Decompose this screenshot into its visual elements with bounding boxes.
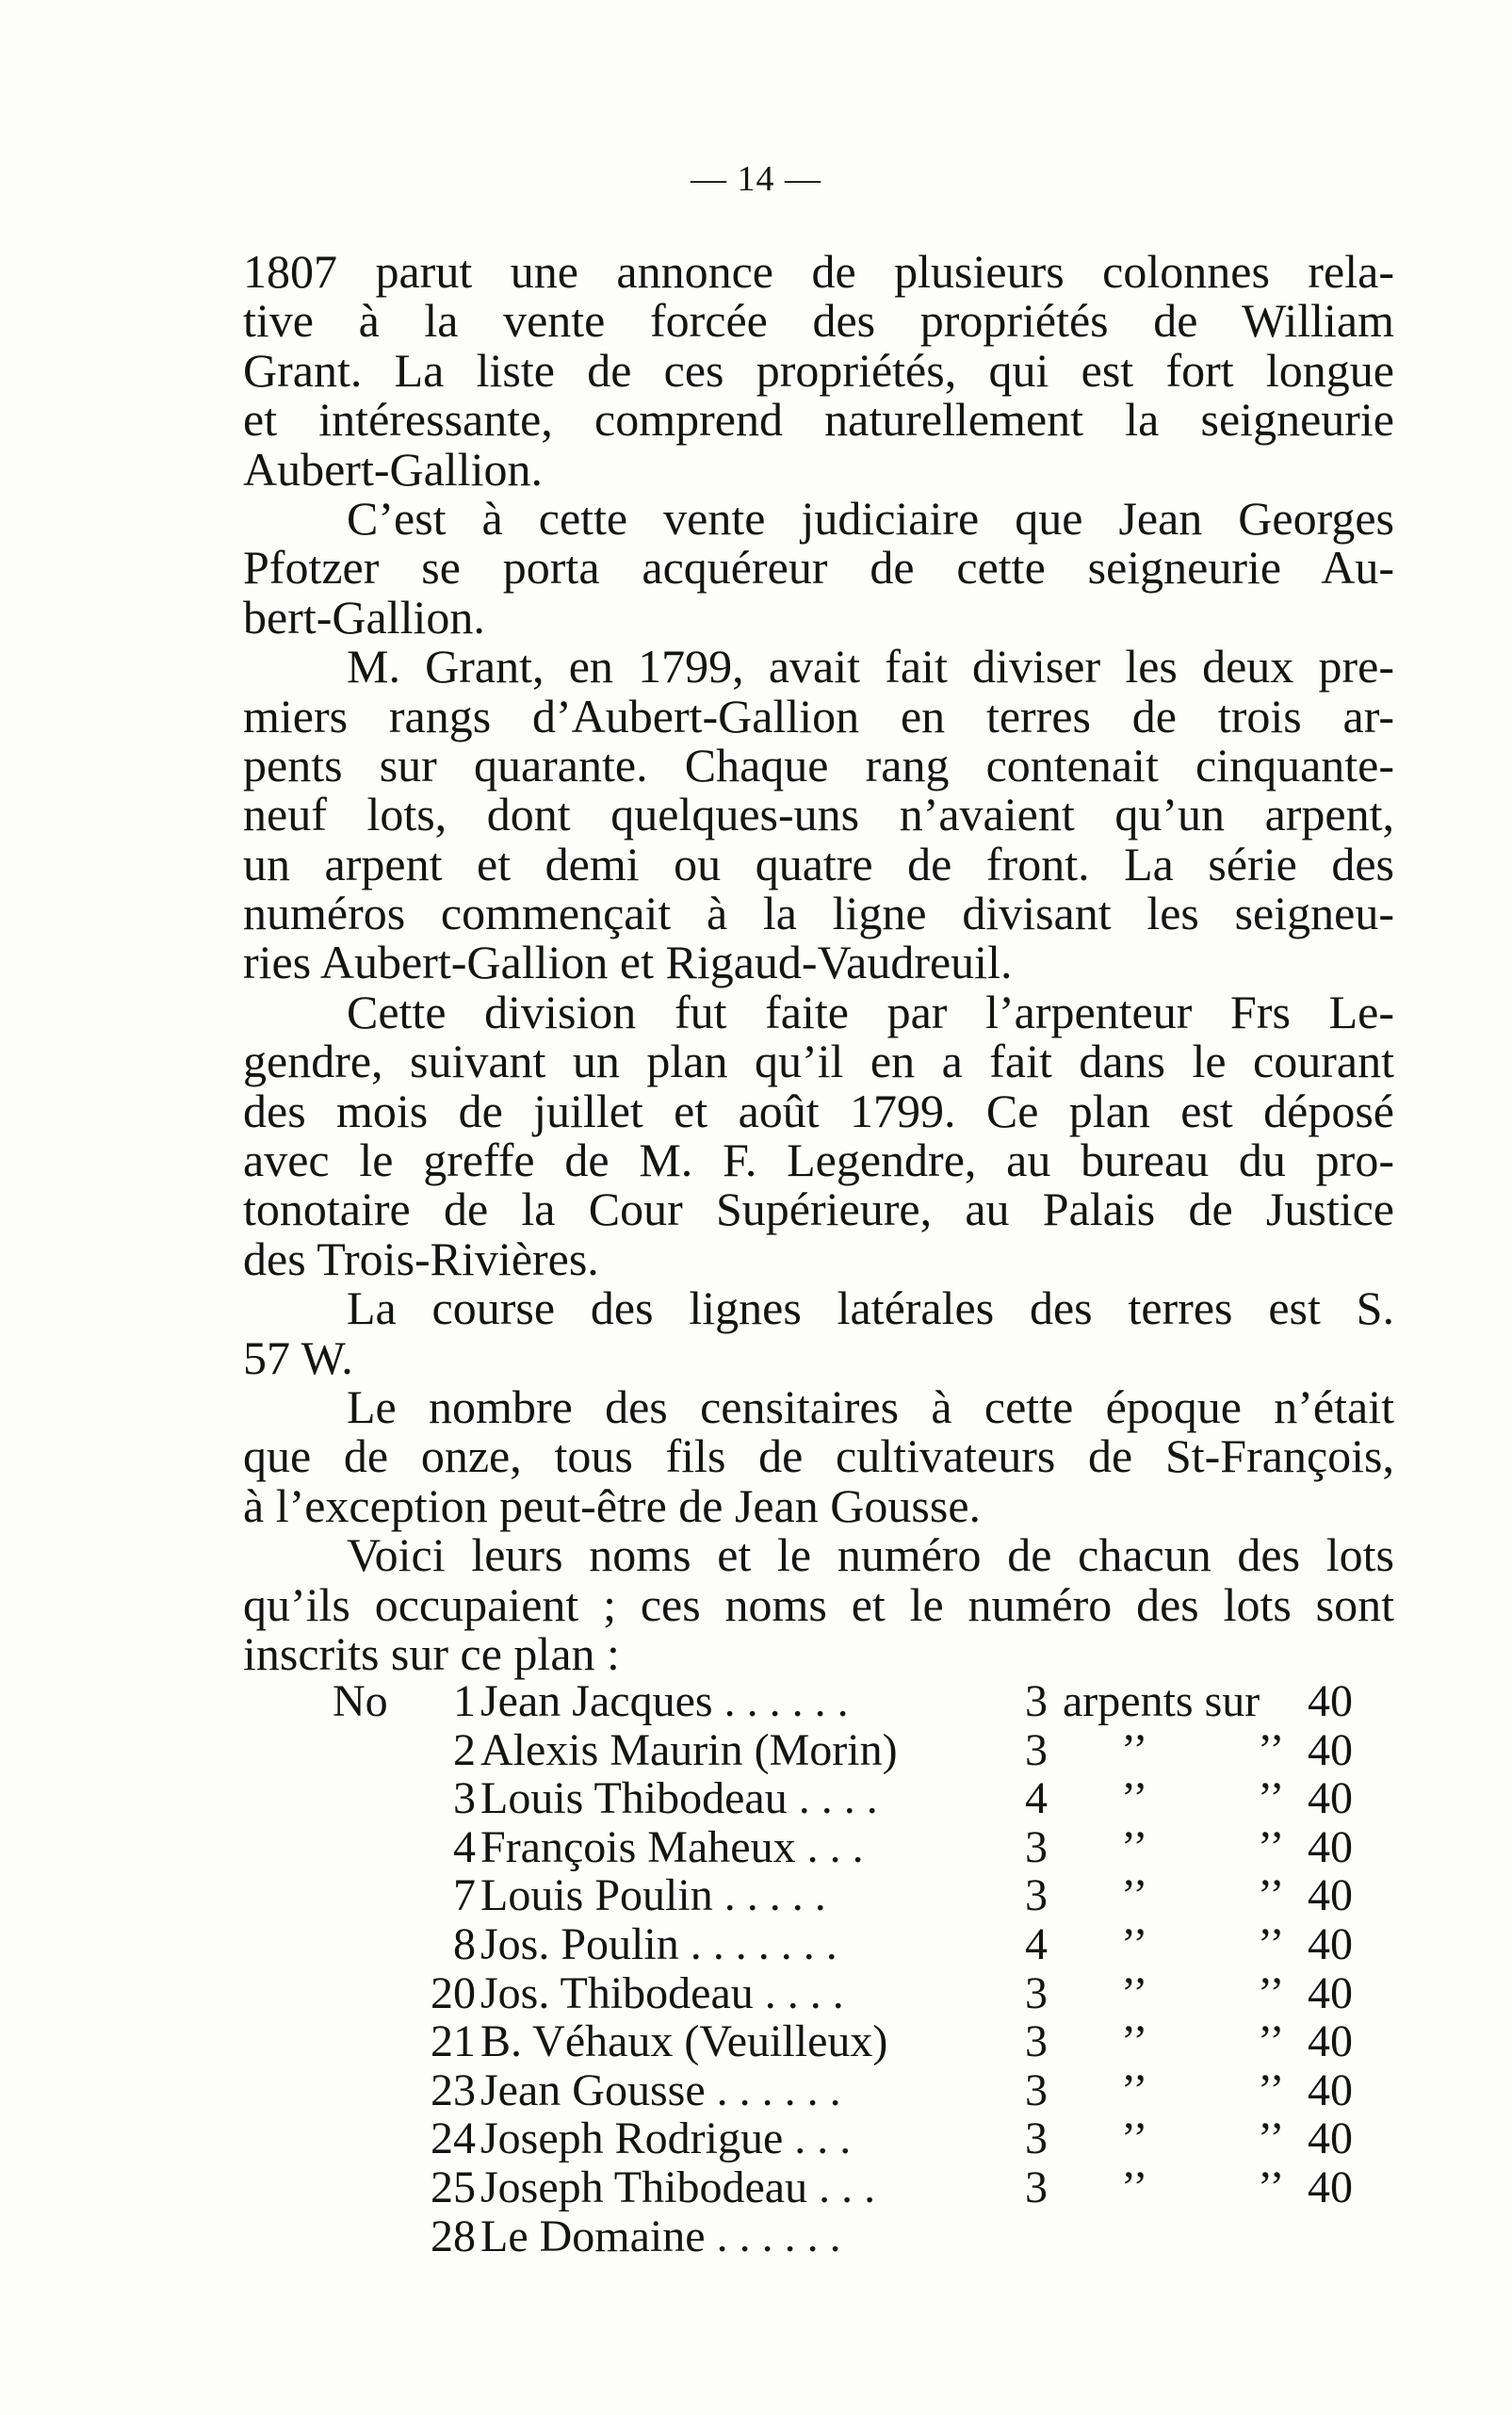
lot-number: 3: [453, 1773, 476, 1824]
ditto-mark: ’’: [1258, 1918, 1285, 1969]
ditto-mark: ’’: [1258, 2064, 1285, 2115]
lot-arpents: 4: [1025, 1773, 1048, 1824]
lot-number: 2: [453, 1724, 476, 1775]
ditto-mark: ’’: [1258, 1724, 1285, 1775]
text-line: C’est à cette vente judiciaire que Jean Georges: [347, 491, 1394, 545]
list-item: [0, 2212, 1512, 2261]
text-line: qu’ils occupaient ; ces noms et le numéro des lots sont: [243, 1577, 1394, 1631]
lot-arpents: 3: [1025, 1821, 1048, 1872]
lot-depth: 40: [1308, 2162, 1353, 2212]
text-line: La course des lignes latérales des terres est S.: [347, 1281, 1394, 1335]
lot-number: 24: [431, 2113, 476, 2164]
lot-depth: 40: [1308, 2113, 1353, 2164]
lot-number: 7: [453, 1870, 476, 1921]
censitaire-name: Jos. Thibodeau . . . .: [480, 1967, 844, 2018]
lot-depth: 40: [1308, 2064, 1353, 2115]
body-text: [243, 247, 1394, 1678]
text-line: des mois de juillet et août 1799. Ce plan est déposé: [243, 1084, 1394, 1137]
text-line: Voici leurs noms et le numéro de chacun des lots: [347, 1528, 1394, 1582]
text-line: tonotaire de la Cour Supérieure, au Palais de Justice: [243, 1183, 1394, 1236]
ditto-mark: ’’: [1121, 1773, 1148, 1824]
ditto-mark: ’’: [1258, 2016, 1285, 2067]
text-line: numéros commençait à la ligne divisant les seigneu-: [243, 887, 1394, 940]
text-line: inscrits sur ce plan :: [243, 1626, 620, 1680]
lot-arpents: 3: [1025, 2016, 1048, 2067]
ditto-mark: ’’: [1121, 1967, 1148, 2018]
list-item: [0, 1726, 1512, 1775]
lot-depth: 40: [1308, 2016, 1353, 2067]
lot-arpents: 3: [1025, 2113, 1048, 2164]
ditto-mark: ’’: [1121, 1918, 1148, 1969]
censitaires-list: [0, 1677, 1512, 2260]
lot-arpents: 3: [1025, 1967, 1048, 2018]
lot-depth: 40: [1308, 1773, 1353, 1824]
lot-number: 28: [431, 2211, 476, 2261]
text-line: 57 W.: [243, 1330, 353, 1384]
ditto-mark: ’’: [1121, 2064, 1148, 2115]
text-line: neuf lots, dont quelques-uns n’avaient qu’un arpent,: [243, 788, 1394, 841]
list-item: [0, 1677, 1512, 1726]
text-line: ries Aubert-Gallion et Rigaud-Vaudreuil.: [243, 936, 1013, 989]
ditto-mark: ’’: [1258, 1821, 1285, 1872]
text-line: à l’exception peut-être de Jean Gousse.: [243, 1478, 982, 1532]
text-line: et intéressante, comprend naturellement la seigneurie: [243, 393, 1394, 447]
lot-arpents: 3: [1025, 2064, 1048, 2115]
censitaire-name: Louis Thibodeau . . . .: [480, 1773, 878, 1824]
censitaire-name: B. Véhaux (Veuilleux): [480, 2016, 888, 2067]
censitaire-name: Jos. Poulin . . . . . . .: [480, 1918, 837, 1969]
censitaire-name: Joseph Rodrigue . . .: [480, 2113, 852, 2164]
text-line: que de onze, tous fils de cultivateurs de St-François,: [243, 1429, 1394, 1483]
ditto-mark: ’’: [1258, 2162, 1285, 2212]
text-line: Aubert-Gallion.: [243, 442, 543, 496]
lot-arpents: 3: [1025, 2162, 1048, 2212]
censitaire-name: Le Domaine . . . . . .: [480, 2211, 841, 2261]
censitaire-name: Louis Poulin . . . . .: [480, 1870, 826, 1921]
text-line: tive à la vente forcée des propriétés de William: [243, 294, 1394, 348]
ditto-mark: ’’: [1258, 1870, 1285, 1921]
lot-number: 4: [453, 1821, 476, 1872]
censitaire-name: Jean Jacques . . . . . .: [480, 1676, 849, 1726]
text-line: un arpent et demi ou quatre de front. La série des: [243, 837, 1394, 890]
lot-depth: 40: [1308, 1967, 1353, 2018]
list-item: [0, 2017, 1512, 2066]
lot-number: 1: [453, 1676, 476, 1726]
list-prefix: No: [333, 1676, 388, 1726]
lot-depth: 40: [1308, 1676, 1353, 1726]
ditto-mark: ’’: [1258, 1967, 1285, 2018]
lot-number: 25: [431, 2162, 476, 2212]
text-line: Le nombre des censitaires à cette époque n’était: [347, 1379, 1394, 1433]
list-item: [0, 2066, 1512, 2115]
text-line: Cette division fut faite par l’arpenteur Frs Le-: [347, 985, 1394, 1038]
lot-depth: 40: [1308, 1724, 1353, 1775]
lot-depth: 40: [1308, 1870, 1353, 1921]
list-item: [0, 1774, 1512, 1823]
text-line: pents sur quarante. Chaque rang contenait cinquante-: [243, 738, 1394, 791]
text-line: des Trois-Rivières.: [243, 1232, 599, 1285]
list-item: [0, 1920, 1512, 1969]
ditto-mark: ’’: [1121, 1821, 1148, 1872]
censitaire-name: Jean Gousse . . . . . .: [480, 2064, 841, 2115]
ditto-mark: ’’: [1121, 1724, 1148, 1775]
list-item: [0, 2163, 1512, 2212]
text-line: miers rangs d’Aubert-Gallion en terres de trois ar-: [243, 689, 1394, 742]
ditto-mark: ’’: [1121, 2113, 1148, 2164]
censitaire-name: Joseph Thibodeau . . .: [480, 2162, 876, 2212]
lot-number: 8: [453, 1918, 476, 1969]
text-line: gendre, suivant un plan qu’il en a fait dans le courant: [243, 1035, 1394, 1088]
text-line: 1807 parut une annonce de plusieurs colonnes rela-: [243, 245, 1394, 298]
page-number: — 14 —: [691, 159, 821, 199]
ditto-mark: ’’: [1258, 2113, 1285, 2164]
text-line: M. Grant, en 1799, avait fait diviser les deux pre-: [347, 640, 1394, 693]
lot-depth: 40: [1308, 1821, 1353, 1872]
list-item: [0, 1871, 1512, 1920]
ditto-mark: ’’: [1121, 2162, 1148, 2212]
lot-arpents: 4: [1025, 1918, 1048, 1969]
text-line: bert-Gallion.: [243, 590, 485, 644]
lot-arpents: 3: [1025, 1870, 1048, 1921]
ditto-mark: ’’: [1121, 1870, 1148, 1921]
list-item: [0, 1969, 1512, 2018]
lot-unit: arpents sur: [1063, 1676, 1260, 1726]
list-item: [0, 2114, 1512, 2163]
lot-depth: 40: [1308, 1918, 1353, 1969]
list-item: [0, 1823, 1512, 1872]
text-line: Pfotzer se porta acquéreur de cette seigneurie Au-: [243, 541, 1394, 595]
text-line: avec le greffe de M. F. Legendre, au bureau du pro-: [243, 1134, 1394, 1187]
censitaire-name: Alexis Maurin (Morin): [480, 1724, 898, 1775]
text-line: Grant. La liste de ces propriétés, qui est fort longue: [243, 343, 1394, 397]
lot-arpents: 3: [1025, 1676, 1048, 1726]
lot-number: 21: [431, 2016, 476, 2067]
ditto-mark: ’’: [1258, 1773, 1285, 1824]
lot-number: 23: [431, 2064, 476, 2115]
lot-arpents: 3: [1025, 1724, 1048, 1775]
ditto-mark: ’’: [1121, 2016, 1148, 2067]
censitaire-name: François Maheux . . .: [480, 1821, 864, 1872]
lot-number: 20: [431, 1967, 476, 2018]
